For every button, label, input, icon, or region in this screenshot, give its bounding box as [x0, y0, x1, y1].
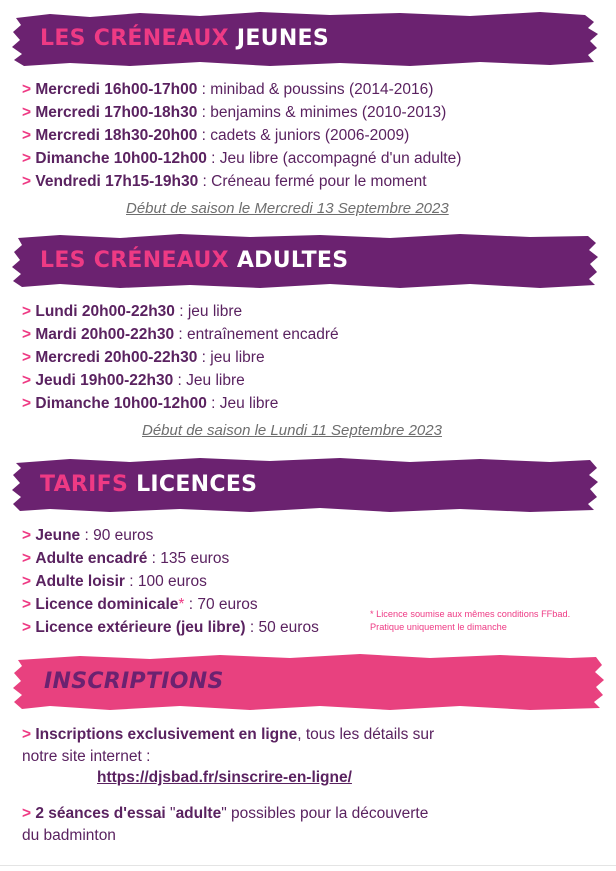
- slot-time: Mercredi 18h30-20h00: [35, 127, 198, 144]
- inscriptions-line-2: notre site internet :: [22, 748, 151, 765]
- asterisk: *: [178, 596, 185, 613]
- slot-desc: : benjamins & minimes (2010-2013): [197, 104, 447, 121]
- title-pink-part: LES CRÉNEAUX: [40, 248, 229, 273]
- licence-price: : 100 euros: [124, 573, 207, 590]
- slot-desc: : minibad & poussins (2014-2016): [197, 81, 434, 98]
- list-item: [22, 78, 461, 101]
- title-white-part: JEUNES: [236, 26, 330, 51]
- licence-type: Licence dominicale: [35, 596, 179, 613]
- title-white-part: LICENCES: [136, 472, 258, 497]
- arrow-marker: >: [22, 527, 32, 544]
- list-item: [22, 346, 339, 369]
- licence-type: Adulte encadré: [35, 550, 148, 567]
- licence-footnote: [370, 608, 570, 634]
- licence-price: : 50 euros: [245, 619, 319, 636]
- arrow-marker: >: [22, 573, 32, 590]
- slot-time: Lundi 20h00-22h30: [35, 303, 175, 320]
- inscriptions-bold-text: Inscriptions exclusivement en ligne: [35, 726, 298, 743]
- licence-type: Jeune: [35, 527, 81, 544]
- quote-close: ": [221, 805, 227, 822]
- arrow-marker: >: [22, 596, 32, 613]
- slot-desc: : jeu libre: [174, 303, 243, 320]
- list-item: [22, 300, 339, 323]
- banner-creneaux-jeunes: [10, 10, 600, 68]
- arrow-marker: >: [22, 150, 32, 167]
- season-start-jeunes: Début de saison le Mercredi 13 Septembre 2023: [126, 200, 449, 217]
- arrow-marker: >: [22, 550, 32, 567]
- schedule-list-jeunes: [22, 78, 461, 193]
- arrow-marker: >: [22, 372, 32, 389]
- licence-type: Licence extérieure (jeu libre): [35, 619, 246, 636]
- arrow-marker: >: [22, 326, 32, 343]
- arrow-marker: >: [22, 805, 32, 822]
- essai-line-2: du badminton: [22, 827, 116, 844]
- schedule-list-adultes: [22, 300, 339, 415]
- slot-time: Jeudi 19h00-22h30: [35, 372, 174, 389]
- title-pink-part: TARIFS: [40, 472, 129, 497]
- list-item: [22, 147, 461, 170]
- slot-desc: : Jeu libre (accompagné d'un adulte): [206, 150, 462, 167]
- section-title-adultes: [40, 248, 348, 273]
- season-start-adultes: Début de saison le Lundi 11 Septembre 2023: [142, 422, 442, 439]
- pricing-list: [22, 524, 319, 639]
- list-item: [22, 392, 339, 415]
- footnote-line: Pratique uniquement le dimanche: [370, 622, 507, 632]
- title-pink-part: LES CRÉNEAUX: [40, 26, 229, 51]
- arrow-marker: >: [22, 303, 32, 320]
- banner-tarifs-licences: [10, 456, 600, 514]
- slot-time: Mercredi 16h00-17h00: [35, 81, 198, 98]
- banner-creneaux-adultes: [10, 232, 600, 290]
- arrow-marker: >: [22, 173, 32, 190]
- list-item: [22, 323, 339, 346]
- list-item: [22, 369, 339, 392]
- title-white-part: ADULTES: [236, 248, 349, 273]
- list-item: [22, 101, 461, 124]
- bottom-divider: [0, 865, 616, 866]
- slot-time: Mardi 20h00-22h30: [35, 326, 175, 343]
- slot-time: Mercredi 20h00-22h30: [35, 349, 198, 366]
- slot-desc: : Créneau fermé pour le moment: [198, 173, 427, 190]
- essai-bold-text: 2 séances d'essai: [35, 805, 166, 822]
- arrow-marker: >: [22, 127, 32, 144]
- adulte-bold-text: adulte: [175, 805, 222, 822]
- licence-price: : 90 euros: [80, 527, 154, 544]
- inscriptions-link[interactable]: https://djsbad.fr/sinscrire-en-ligne/: [97, 769, 352, 786]
- arrow-marker: >: [22, 104, 32, 121]
- slot-time: Dimanche 10h00-12h00: [35, 150, 207, 167]
- inscriptions-rest-text: , tous les détails sur: [297, 726, 435, 743]
- list-item: [22, 547, 319, 570]
- section-title-jeunes: [40, 26, 329, 51]
- quote-open: ": [165, 805, 176, 822]
- list-item: [22, 170, 461, 193]
- licence-price: : 135 euros: [147, 550, 230, 567]
- list-item: [22, 124, 461, 147]
- list-item: [22, 616, 319, 639]
- slot-desc: : Jeu libre: [173, 372, 245, 389]
- banner-inscriptions: [10, 652, 606, 712]
- slot-desc: : jeu libre: [197, 349, 265, 366]
- list-item: [22, 570, 319, 593]
- section-title-inscriptions: INSCRIPTIONS: [44, 669, 224, 694]
- slot-desc: : entraînement encadré: [174, 326, 339, 343]
- inscriptions-paragraph-1: [22, 724, 434, 768]
- arrow-marker: >: [22, 395, 32, 412]
- footnote-line: * Licence soumise aux mêmes conditions FFbad.: [370, 609, 571, 619]
- arrow-marker: >: [22, 619, 32, 636]
- essai-rest-text: possibles pour la découverte: [226, 805, 429, 822]
- arrow-marker: >: [22, 349, 32, 366]
- arrow-marker: >: [22, 81, 32, 98]
- slot-desc: : cadets & juniors (2006-2009): [197, 127, 410, 144]
- section-title-tarifs: [40, 472, 257, 497]
- inscriptions-paragraph-2: [22, 803, 428, 847]
- list-item: [22, 524, 319, 547]
- slot-time: Mercredi 17h00-18h30: [35, 104, 198, 121]
- arrow-marker: >: [22, 726, 32, 743]
- slot-time: Vendredi 17h15-19h30: [35, 173, 199, 190]
- slot-time: Dimanche 10h00-12h00: [35, 395, 207, 412]
- slot-desc: : Jeu libre: [206, 395, 279, 412]
- licence-price: : 70 euros: [184, 596, 258, 613]
- licence-type: Adulte loisir: [35, 573, 125, 590]
- list-item: [22, 593, 319, 616]
